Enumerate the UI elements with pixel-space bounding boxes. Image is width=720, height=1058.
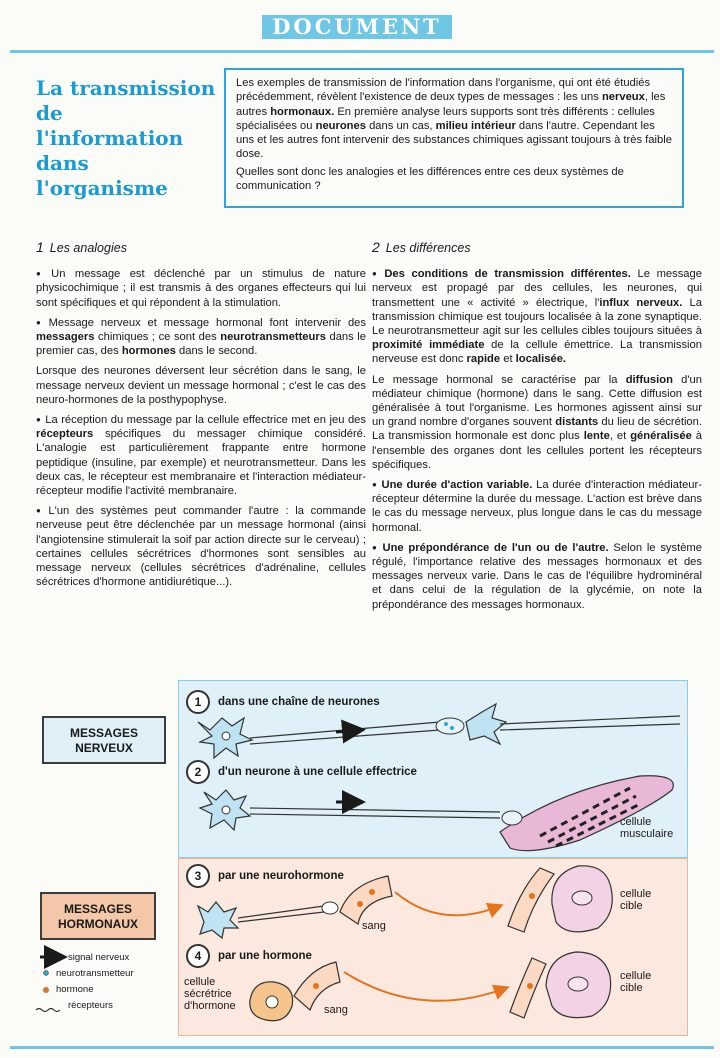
label-cellule-musculaire <box>620 816 673 840</box>
text-run: dans le premier cas, des <box>36 331 367 358</box>
bold-text: milieu intérieur <box>435 119 516 132</box>
label-cellule-cible-3 <box>620 888 651 912</box>
neurotransmitter-icon <box>450 726 454 730</box>
bold-text: influx nerveux. <box>599 296 683 309</box>
bold-text: distants <box>555 416 599 429</box>
legend-item <box>38 982 134 998</box>
bold-text: neurotransmetteurs <box>220 331 326 344</box>
label-line: cellule <box>620 970 652 982</box>
text-run: à l'ensemble des organes dont les cellules portent les récepteurs spécifiques. <box>372 430 702 471</box>
bold-text: localisée. <box>515 353 567 366</box>
step-number: 2 <box>186 760 210 784</box>
label-cellule-cible-4 <box>620 970 651 994</box>
text-run: de la cellule émettrice. La transmission nerveuse est donc <box>372 339 702 366</box>
document-label: DOCUMENT <box>262 15 452 39</box>
label-line: cellule <box>620 816 652 828</box>
text-run: La transmission chimique est toujours localisée à la zone synaptique. Le neurotransmetteur agit sur les cellules cibles toujours situées à <box>372 296 703 338</box>
step-4 <box>186 944 312 968</box>
text-run: En première analyse leurs supports sont très différents : cellules spécialisées ou <box>236 105 655 132</box>
step-label: dans une chaîne de neurones <box>218 696 380 708</box>
text-run: Le message hormonal se caractérise par la <box>372 373 626 386</box>
title-line-2: de l'information <box>36 101 184 150</box>
text-run: d'un médiateur chimique (hormone) dans le sang. Cette diffusion est généralisée à tout l'organisme. Les hormones agissent ainsi sur un grand nombre d'organes souvent <box>372 373 702 429</box>
text-run: , les autres <box>236 91 666 118</box>
text-run: chimiques ; ce sont des <box>94 331 221 344</box>
hormone-flow-arrow-icon <box>344 972 506 1001</box>
bold-text: généralisée <box>630 430 692 443</box>
nucleus-icon <box>572 891 592 905</box>
text-run: Message nerveux et message hormonal font intervenir des <box>48 316 366 329</box>
step-number: 3 <box>186 864 210 888</box>
text-run: et <box>500 353 516 366</box>
section-title: Les analogies <box>49 241 127 255</box>
bold-text: Une durée d'action variable. <box>381 479 533 492</box>
text-run: Le message nerveux est propagé par des cellules, les neurones, qui transmettent une « activité » électrique, l' <box>372 268 702 309</box>
label-line: cible <box>620 982 643 994</box>
text-run: Lorsque des neurones déversent leur sécrétion dans le sang, le message nerveux devient un message hormonal ; c'est le cas des neuro-hormones de la posthypophyse. <box>36 365 366 406</box>
legend-label: neurotransmetteur <box>56 968 134 979</box>
bold-text: récepteurs <box>36 428 94 441</box>
axon-icon <box>238 906 324 922</box>
label-line: sécrétrice <box>184 988 232 1000</box>
section-number: 1 <box>36 239 44 255</box>
neurotransmitter-icon <box>444 722 448 726</box>
bold-text: proximité immédiate <box>372 339 485 352</box>
step-1 <box>186 690 380 714</box>
legend-label: récepteurs <box>68 1000 113 1011</box>
axon-terminal-icon <box>322 902 338 914</box>
synapse-bouton-icon <box>436 718 464 734</box>
bold-text: neurones <box>315 119 366 132</box>
text-run: La durée d'interaction médiateur-récepteur détermine la durée du message. L'action est brève dans le cas du message nerveux, plus longue dans le cas du message hormonal. <box>372 479 702 534</box>
blood-vessel-icon <box>508 868 554 932</box>
hormone-flow-arrow-icon <box>395 892 500 915</box>
label-line: d'hormone <box>184 1000 236 1012</box>
hormone-icon <box>529 893 535 899</box>
bold-text: nerveux <box>601 91 645 104</box>
bold-text: hormonaux. <box>270 105 335 118</box>
text-run: Selon le système régulé, l'importance relative des messages hormonaux et des messages nerveux varie. Dans le cas de l'équilibre hydrominéral et dans celui de la régulation de la glycémie, on note la prépondérance des messages hormonaux. <box>372 541 702 611</box>
text-run: Quelles sont donc les analogies et les différences entre ces deux systèmes de communication ? <box>236 165 624 193</box>
label-sang-4: sang <box>324 1004 348 1016</box>
step-number: 4 <box>186 944 210 968</box>
category-line: HORMONAUX <box>58 917 138 931</box>
nucleus-icon <box>222 806 230 814</box>
category-line: MESSAGES <box>69 726 138 740</box>
label-sang-3: sang <box>362 920 386 932</box>
axon-icon <box>500 716 680 730</box>
text-run: L'un des systèmes peut commander l'autre : la commande nerveuse peut être déclenchée par un message hormonal (ainsi l'angiotensine stimulerait la soif par action directe sur le cerveau) ; certaines cellules sécrétrices d'hormones sont sensibles au message nerveux (cellules sécrétrices d'adrénaline, cellules sécrétrices d'hormone antidiurétique...). <box>36 505 366 589</box>
hormone-icon <box>369 889 375 895</box>
legend-item <box>38 966 134 982</box>
nucleus-icon <box>222 732 230 740</box>
nucleus-icon <box>568 977 588 991</box>
text-run: dans l'autre. Cependant les uns et les autres font intervenir des substances chimiques agissant toujours à très faible dose. <box>236 119 672 161</box>
step-number: 1 <box>186 690 210 714</box>
text-run: La réception du message par la cellule effectrice met en jeu des <box>45 414 366 427</box>
bold-text: messagers <box>36 331 95 344</box>
title-line-3: dans l'organisme <box>36 151 168 200</box>
step-3 <box>186 864 344 888</box>
category-line: NERVEUX <box>75 741 133 755</box>
text-run: Les exemples de transmission de l'information dans l'organisme, qui ont été étudiés précédemment, révèlent l'existence de deux types de messages : les uns <box>236 77 651 104</box>
axon-icon <box>250 722 440 744</box>
hormone-icon <box>357 901 363 907</box>
step-2 <box>186 760 417 784</box>
section-number: 2 <box>372 239 380 255</box>
legend-label: signal nerveux <box>68 952 130 963</box>
bold-text: Des conditions de transmission différentes. <box>384 268 631 281</box>
synapse-bouton-icon <box>502 811 522 825</box>
section-title: Les différences <box>385 241 471 255</box>
label-line: cellule <box>184 976 216 988</box>
step-label: par une neurohormone <box>218 870 344 882</box>
hormone-icon <box>313 983 319 989</box>
bold-text: rapide <box>466 353 501 366</box>
bold-text: hormones <box>121 345 176 358</box>
category-line: MESSAGES <box>63 902 132 916</box>
legend-item <box>38 998 134 1014</box>
nerve-signal-arrow-icon <box>336 730 360 732</box>
text-run: dans le second. <box>175 345 258 358</box>
bold-text: lente <box>583 430 610 443</box>
label-line: musculaire <box>620 828 674 840</box>
text-run: du lieu de sécrétion. La transmission hormonale est donc plus <box>372 416 702 443</box>
axon-icon <box>250 808 500 818</box>
label-line: cible <box>620 900 643 912</box>
hormone-icon <box>527 983 533 989</box>
legend-label: hormone <box>56 984 94 995</box>
label-line: cellule <box>620 888 652 900</box>
bold-text: Une prépondérance de l'un ou de l'autre. <box>382 541 609 554</box>
neuron-body-icon <box>198 902 238 938</box>
blood-vessel-icon <box>340 876 392 924</box>
neuron-muscle-illustration <box>200 776 673 851</box>
legend <box>38 950 134 1014</box>
legend-item <box>38 950 134 966</box>
step-label: d'un neurone à une cellule effectrice <box>218 766 417 778</box>
bold-text: diffusion <box>625 373 673 386</box>
text-run: , et <box>609 430 631 443</box>
text-run: Un message est déclenché par un stimulus de nature physicochimique ; il est transmis à des organes effecteurs qui lui sont spécifiques et qui répondent à la stimulation. <box>36 268 366 309</box>
step-label: par une hormone <box>218 950 312 962</box>
nucleus-icon <box>266 996 278 1008</box>
title-line-1: La transmission <box>36 76 216 100</box>
text-run: dans un cas, <box>365 119 436 132</box>
text-run: spécifiques du messager chimique considéré. L'analogie est particulièrement frappante entre hormone peptidique (insuline, par exemple) et neurotransmetteur. Dans les deux cas, le récepteur est membranaire et l'interaction médiateur-récepteur modifie l'activité membranaire. <box>36 428 366 498</box>
label-cellule-secretrice <box>184 976 236 1012</box>
